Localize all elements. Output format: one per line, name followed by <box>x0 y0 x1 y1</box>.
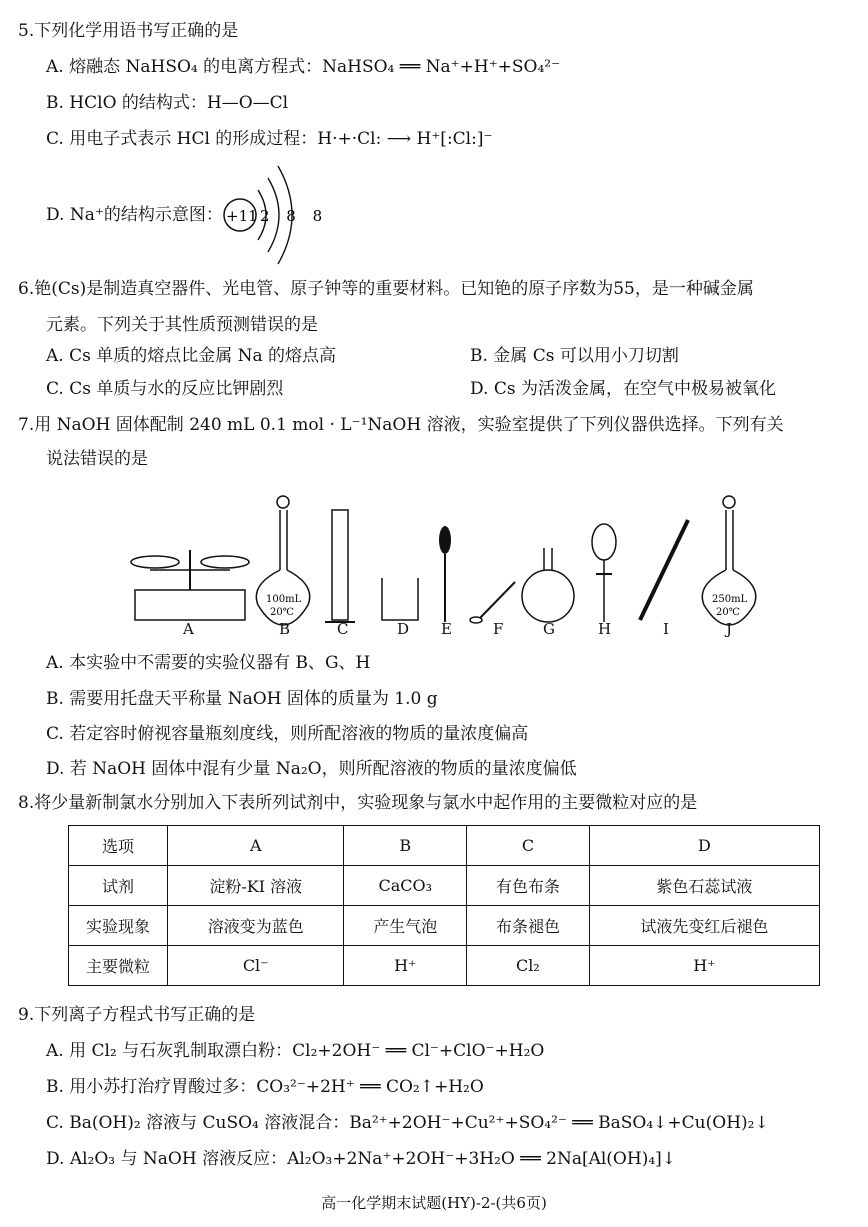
table-cell: B <box>344 826 467 866</box>
beaker-icon <box>382 578 418 620</box>
spatula-icon <box>470 582 515 623</box>
apparatus-label-f: F <box>493 620 504 638</box>
flask-b-temp: 20℃ <box>270 607 294 618</box>
q7-stem-line2: 说法错误的是 <box>46 449 148 469</box>
apparatus-label-g: G <box>543 620 555 638</box>
round-bottom-flask-icon <box>522 548 574 622</box>
table-cell: 产生气泡 <box>344 906 467 946</box>
q9-stem: 9.下列离子方程式书写正确的是 <box>18 1005 256 1025</box>
table-cell: H⁺ <box>344 946 467 986</box>
table-row <box>69 906 820 946</box>
apparatus-label-h: H <box>598 620 612 638</box>
apparatus-label-e: E <box>441 620 452 638</box>
balance-icon <box>131 550 249 620</box>
table-row <box>69 826 820 866</box>
apparatus-label-c: C <box>337 620 349 638</box>
q8-experiment-table <box>68 825 820 986</box>
apparatus-label-i: I <box>663 620 669 638</box>
page-footer: 高一化学期末试题(HY)-2-(共6页) <box>321 1194 547 1212</box>
table-cell: 淀粉-KI 溶液 <box>168 866 344 906</box>
q7-option-c: C. 若定容时俯视容量瓶刻度线，则所配溶液的物质的量浓度偏高 <box>46 724 529 744</box>
table-cell: 试液先变红后褪色 <box>589 906 819 946</box>
table-cell: CaCO₃ <box>344 866 467 906</box>
table-cell: 选项 <box>69 826 168 866</box>
nucleus-charge: +11 <box>226 207 258 225</box>
q5-option-c: C. 用电子式表示 HCl 的形成过程：H·+·Cl: ⟶ H⁺[:Cl:]⁻ <box>46 129 493 149</box>
q6-stem-line1: 6.铯(Cs)是制造真空器件、光电管、原子钟等的重要材料。已知铯的原子序数为55，是一种碱金属 <box>18 279 754 299</box>
q6-option-b: B. 金属 Cs 可以用小刀切割 <box>470 346 679 366</box>
apparatus-label-a: A <box>183 620 194 638</box>
volumetric-flask-250ml-icon <box>702 496 755 625</box>
apparatus-label-d: D <box>397 620 410 638</box>
table-cell: Cl⁻ <box>168 946 344 986</box>
separatory-funnel-icon <box>592 524 616 622</box>
q9-option-c: C. Ba(OH)₂ 溶液与 CuSO₄ 溶液混合：Ba²⁺+2OH⁻+Cu²⁺+SO₄²⁻ ══ BaSO₄↓+Cu(OH)₂↓ <box>46 1113 769 1133</box>
q5-option-d: D. Na⁺的结构示意图： <box>46 205 223 225</box>
flask-j-volume: 250mL <box>712 594 748 605</box>
table-cell: C <box>467 826 590 866</box>
table-cell: 紫色石蕊试液 <box>589 866 819 906</box>
q6-option-d: D. Cs 为活泼金属，在空气中极易被氧化 <box>470 379 776 399</box>
volumetric-flask-100ml-icon <box>256 496 309 625</box>
flask-b-volume: 100mL <box>266 594 302 605</box>
shell-electrons: 2 8 8 <box>260 207 329 225</box>
q5-stem: 5.下列化学用语书写正确的是 <box>18 21 239 41</box>
table-cell: H⁺ <box>589 946 819 986</box>
q5-option-b: B. HClO 的结构式：H—O—Cl <box>46 93 289 113</box>
table-cell: 布条褪色 <box>467 906 590 946</box>
q7-option-a: A. 本实验中不需要的实验仪器有 B、G、H <box>46 653 371 673</box>
table-cell: 主要微粒 <box>69 946 168 986</box>
table-cell: 有色布条 <box>467 866 590 906</box>
q9-option-a: A. 用 Cl₂ 与石灰乳制取漂白粉：Cl₂+2OH⁻ ══ Cl⁻+ClO⁻+H₂O <box>46 1041 545 1061</box>
table-cell: 试剂 <box>69 866 168 906</box>
table-row <box>69 866 820 906</box>
glass-rod-icon <box>640 520 688 620</box>
q7-stem-line1: 7.用 NaOH 固体配制 240 mL 0.1 mol · L⁻¹NaOH 溶液，实验室提供了下列仪器供选择。下列有关 <box>18 415 784 435</box>
q8-stem: 8.将少量新制氯水分别加入下表所列试剂中，实验现象与氯水中起作用的主要微粒对应的是 <box>18 793 698 813</box>
q6-option-c: C. Cs 单质与水的反应比钾剧烈 <box>46 379 284 399</box>
q7-option-d: D. 若 NaOH 固体中混有少量 Na₂O，则所配溶液的物质的量浓度偏低 <box>46 759 577 779</box>
table-cell: D <box>589 826 819 866</box>
dropper-icon <box>439 526 451 622</box>
table-cell: 溶液变为蓝色 <box>168 906 344 946</box>
flask-j-temp: 20℃ <box>716 607 740 618</box>
table-row <box>69 946 820 986</box>
table-cell: Cl₂ <box>467 946 590 986</box>
graduated-cylinder-icon <box>325 510 355 622</box>
q6-option-a: A. Cs 单质的熔点比金属 Na 的熔点高 <box>46 346 337 366</box>
table-cell: A <box>168 826 344 866</box>
lab-apparatus-illustration <box>120 480 820 640</box>
q9-option-d: D. Al₂O₃ 与 NaOH 溶液反应：Al₂O₃+2Na⁺+2OH⁻+3H₂O ══ 2Na[Al(OH)₄]↓ <box>46 1149 677 1169</box>
apparatus-label-b: B <box>279 620 291 638</box>
q5-option-a: A. 熔融态 NaHSO₄ 的电离方程式：NaHSO₄ ══ Na⁺+H⁺+SO₄²⁻ <box>46 57 561 77</box>
q7-option-b: B. 需要用托盘天平称量 NaOH 固体的质量为 1.0 g <box>46 689 438 709</box>
apparatus-label-j: J <box>726 620 733 638</box>
na-ion-structure-diagram <box>218 160 329 260</box>
q9-option-b: B. 用小苏打治疗胃酸过多：CO₃²⁻+2H⁺ ══ CO₂↑+H₂O <box>46 1077 484 1097</box>
q6-stem-line2: 元素。下列关于其性质预测错误的是 <box>46 315 318 335</box>
table-cell: 实验现象 <box>69 906 168 946</box>
